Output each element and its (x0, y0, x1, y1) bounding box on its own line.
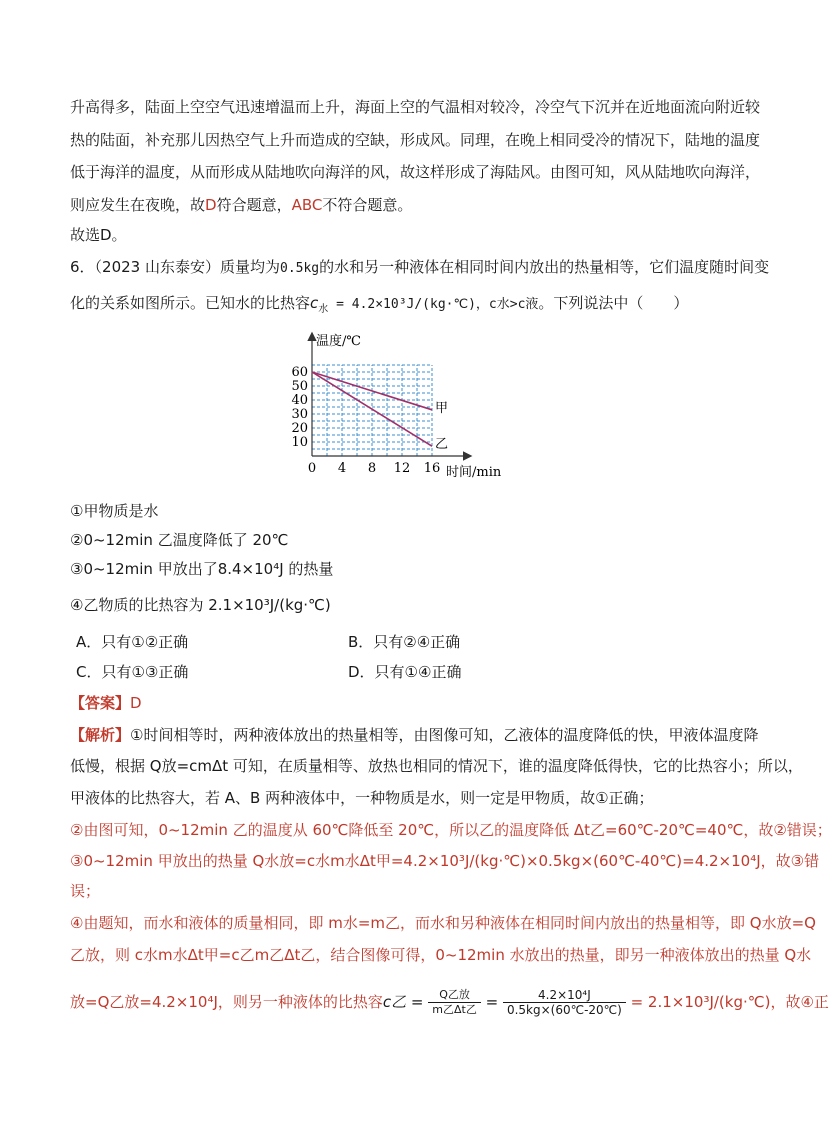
prev-wrong-letters: ABC (291, 196, 323, 214)
analysis-text: ①时间相等时，两种液体放出的热量相等，由图像可知，乙液体的温度降低的快，甲液体温度降 (130, 726, 759, 744)
prev-text: 符合题意， (216, 196, 292, 214)
statement-3: ③0~12min 甲放出了8.4×10⁴J 的热量 (70, 560, 334, 578)
option-d: D．只有①④正确 (348, 663, 462, 681)
answer-label: 【答案】 (70, 694, 131, 712)
analysis-text: 放=Q乙放=4.2×10⁴J，则另一种液体的比热容 (70, 993, 383, 1011)
prev-line-1: 升高得多，陆面上空空气迅速增温而上升，海面上空的气温相对较冷，冷空气下沉并在近地面流向附近较 (70, 98, 761, 116)
option-b: B．只有②④正确 (348, 633, 461, 651)
option-c: C．只有①③正确 (76, 663, 189, 681)
analysis-line-1 (70, 724, 759, 746)
x-tick-label: 0 (307, 461, 317, 476)
question-text: 6．（2023 山东泰安）质量均为 (70, 258, 280, 276)
question-line-2 (70, 292, 730, 321)
analysis-line-5: ③0~12min 甲放出的热量 Q水放=c水m水Δt甲=4.2×10³J/(kg·℃)×0.5kg×(60℃-40℃)=4.2×10⁴J，故③错 (70, 852, 820, 870)
fraction-numerator: Q乙放 (428, 988, 481, 1003)
chart-grid (312, 365, 432, 456)
question-text: 。下列说法中（ ） (538, 294, 689, 312)
chart-series (312, 372, 448, 452)
y-tick-label: 10 (291, 435, 308, 450)
x-tick-label: 8 (367, 461, 377, 476)
fraction-numerator: 4.2×10⁴J (503, 988, 626, 1003)
x-tick-label: 4 (337, 461, 347, 476)
statement-2: ②0~12min 乙温度降低了 20℃ (70, 531, 289, 549)
y-axis-label: 温度/℃ (316, 334, 361, 349)
formula-compare: c水>c液 (488, 297, 539, 312)
analysis-line-9 (70, 984, 829, 1020)
analysis-label: 【解析】 (70, 726, 131, 744)
y-tick-label: 30 (291, 407, 308, 422)
prev-line-3: 低于海洋的温度，从而形成从陆地吹向海洋的风，故这样形成了海陆风。由图可知，风从陆地吹向海洋， (70, 163, 761, 181)
analysis-line-3: 甲液体的比热容大，若 A、B 两种液体中，一种物质是水，则一定是甲物质，故①正确； (70, 789, 654, 807)
x-tick-label: 16 (423, 461, 441, 476)
analysis-text: = 2.1×10³J/(kg·℃)，故④正 (625, 993, 829, 1011)
prev-conclusion: 故选D。 (70, 226, 127, 244)
analysis-line-8: 乙放，则 c水m水Δt甲=c乙m乙Δt乙，结合图像可得，0~12min 水放出的热量，即另一种液体放出的热量 Q水 (70, 946, 812, 964)
question-text: 的水和另一种液体在相同时间内放出的热量相等，它们温度随时间变 (319, 258, 770, 276)
analysis-line-6: 误； (70, 882, 101, 900)
x-axis-label: 时间/min (446, 465, 502, 480)
equals-sign: = (480, 993, 503, 1011)
fraction-numeric (503, 988, 626, 1017)
formula-lhs: c乙 = (382, 993, 429, 1011)
answer-line (70, 692, 730, 714)
series-label: 乙 (435, 437, 449, 453)
prev-line-2: 热的陆面，补充那儿因热空气上升而造成的空缺，形成风。同理，在晚上相同受冷的情况下，陆地的温度 (70, 131, 761, 149)
prev-text: 则应发生在夜晚，故 (70, 196, 206, 214)
prev-text: 不符合题意。 (322, 196, 413, 214)
temperature-time-chart (280, 328, 510, 484)
fraction-symbolic (428, 988, 481, 1017)
y-tick-label: 20 (291, 421, 308, 436)
fraction-denominator: 0.5kg×(60℃-20℃) (506, 1003, 622, 1017)
statement-4: ④乙物质的比热容为 2.1×10³J/(kg·℃) (70, 596, 331, 614)
statement-1: ①甲物质是水 (70, 502, 159, 520)
formula-value: = 4.2×10³J/(kg·℃)， (328, 297, 489, 312)
series-label: 甲 (435, 400, 449, 416)
analysis-line-4: ②由图可知，0~12min 乙的温度从 60℃降低至 20℃，所以乙的温度降低 Δt乙=60℃-20℃=40℃，故②错误； (70, 821, 832, 839)
analysis-line-7: ④由题知，而水和液体的质量相同，即 m水=m乙，而水和另种液体在相同时间内放出的热量相等，即 Q水放=Q (70, 914, 816, 932)
option-a: A．只有①②正确 (76, 633, 189, 651)
prev-line-4 (70, 194, 730, 216)
answer-value: D (130, 694, 142, 712)
prev-answer-letter: D (205, 196, 217, 214)
formula-c: c (310, 294, 319, 312)
question-line-1 (70, 256, 770, 280)
question-text: 化的关系如图所示。已知水的比热容 (70, 294, 311, 312)
y-tick-label: 40 (291, 393, 308, 408)
question-mass: 0.5kg (280, 261, 320, 276)
y-tick-label: 60 (291, 365, 308, 380)
fraction-denominator: m乙Δt乙 (432, 1003, 477, 1016)
analysis-line-2: 低慢，根据 Q放=cmΔt 可知，在质量相等、放热也相同的情况下，谁的温度降低得快，它的比热容小；所以， (70, 757, 803, 775)
y-tick-label: 50 (291, 379, 308, 394)
x-tick-label: 12 (393, 461, 411, 476)
formula-sub: 水 (318, 304, 329, 315)
